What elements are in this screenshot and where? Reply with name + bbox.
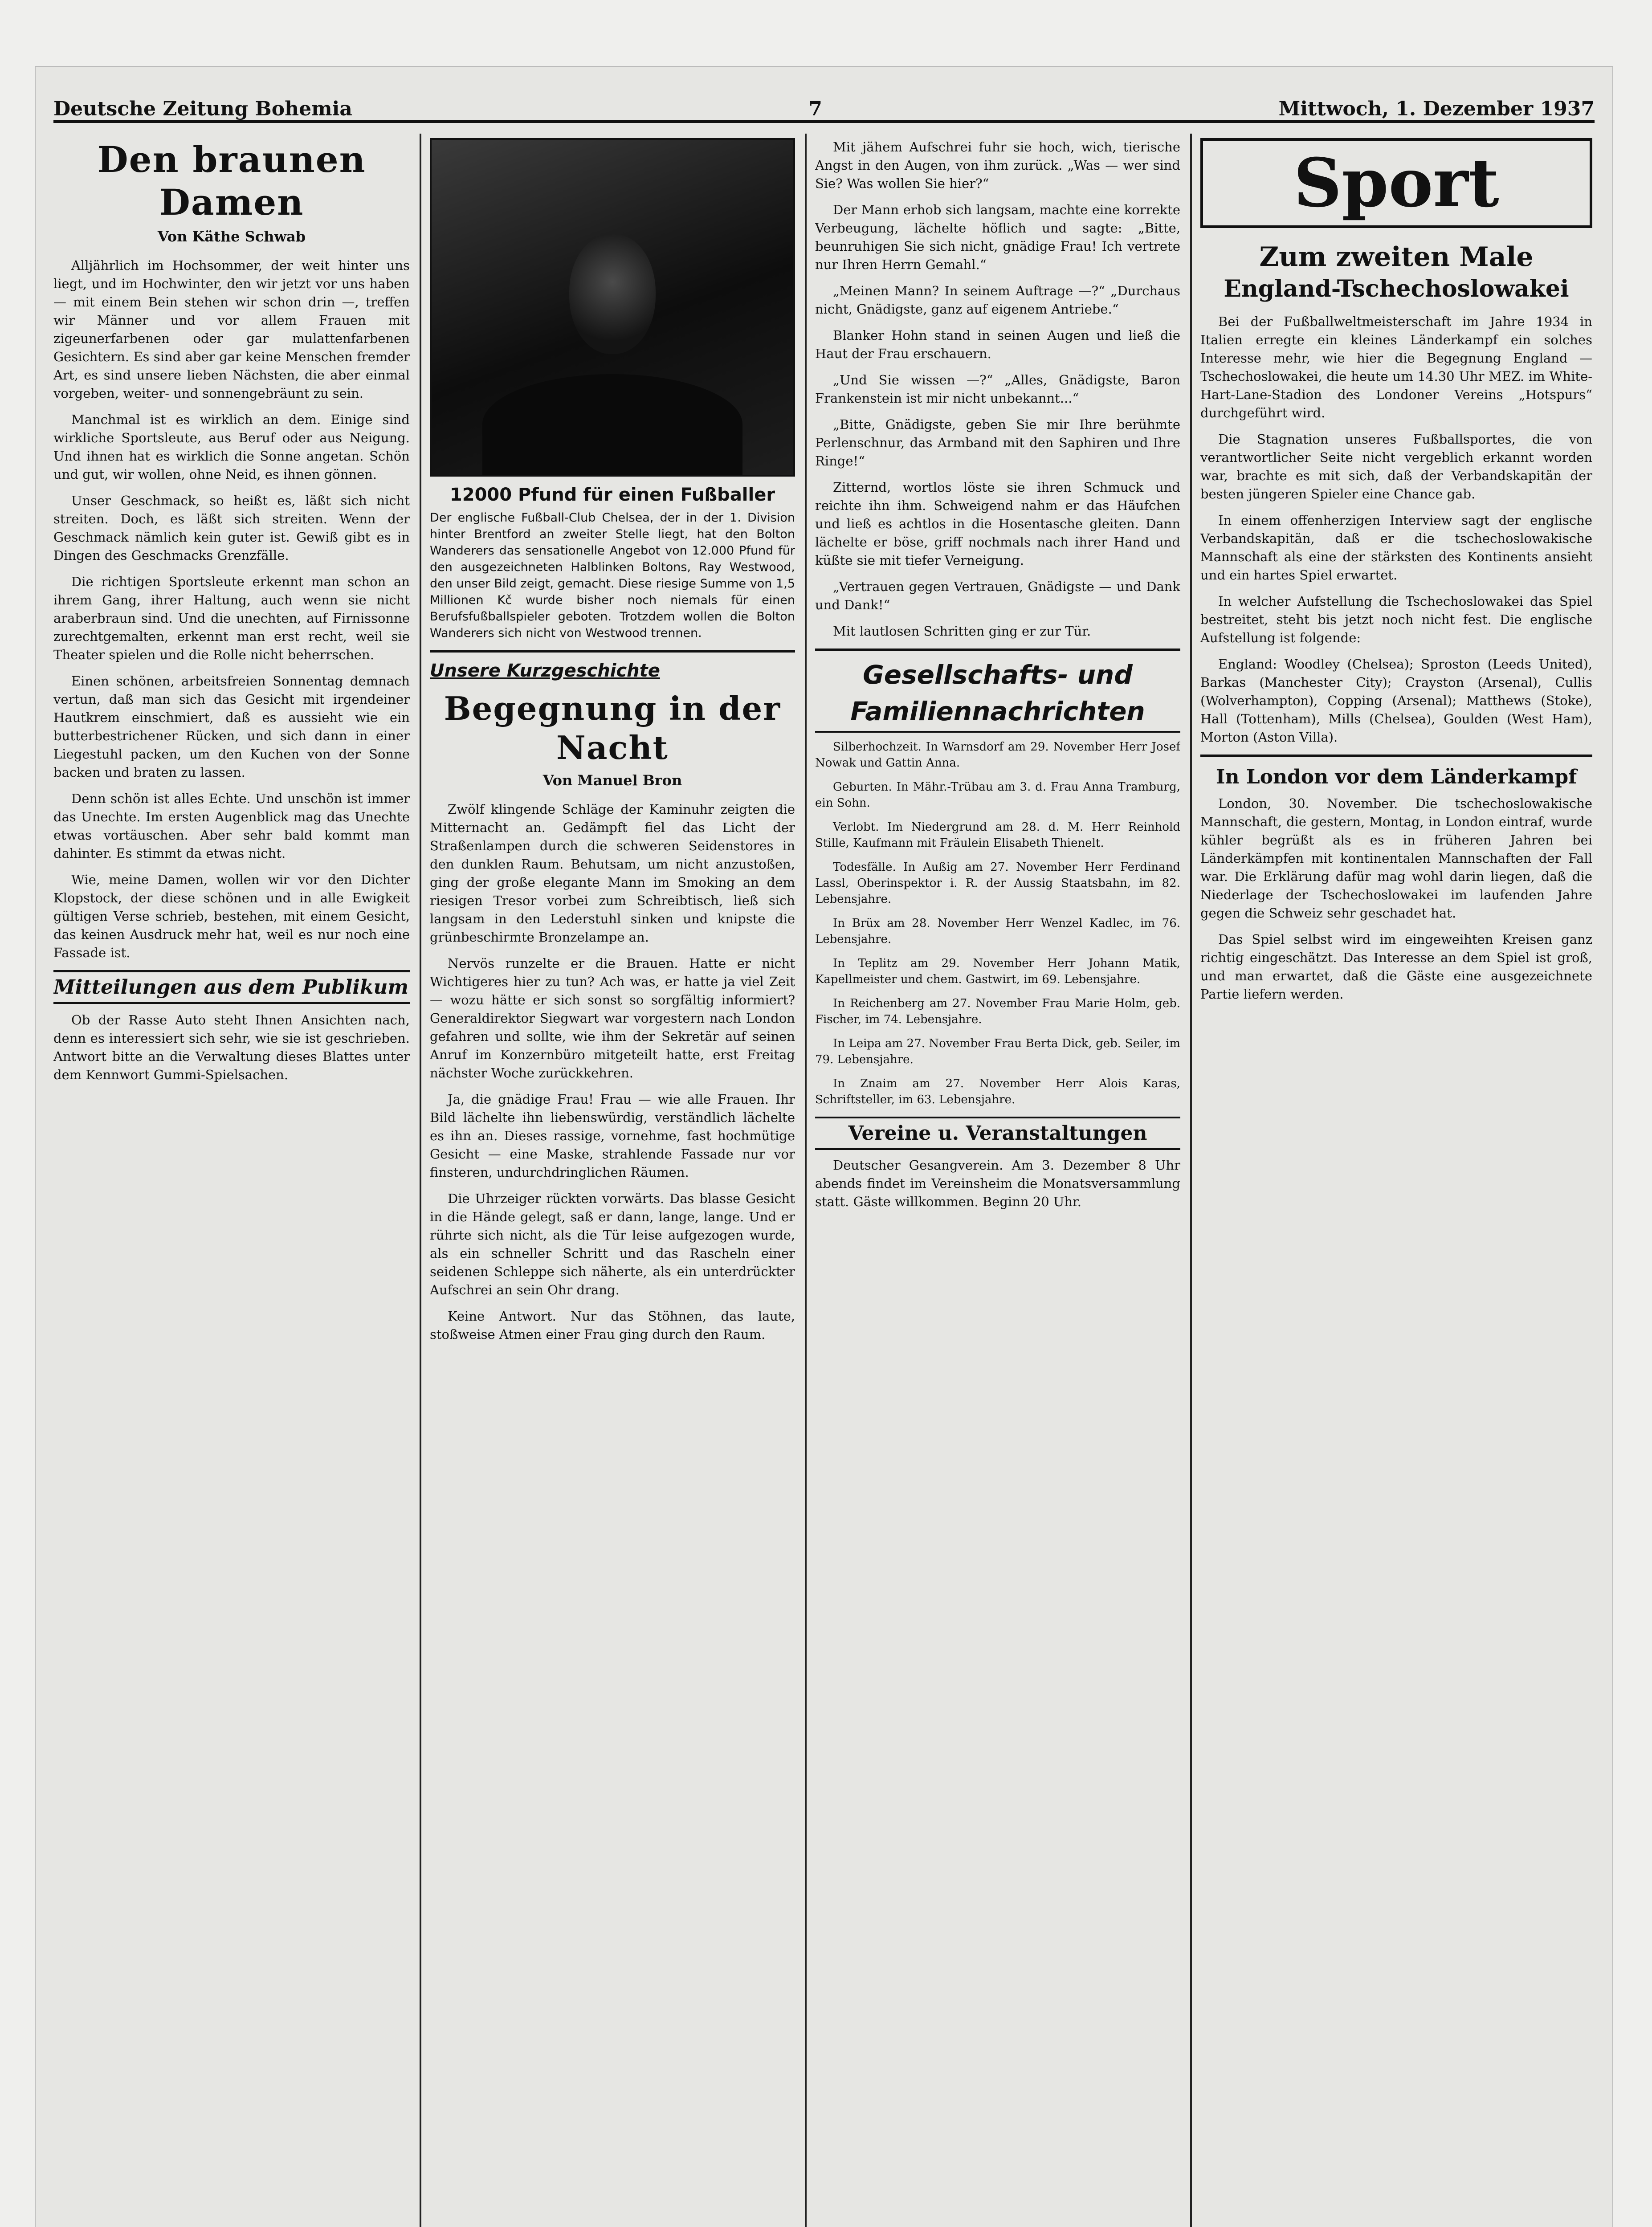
- paragraph: Zwölf klingende Schläge der Kaminuhr zeigten die Mitternacht an. Gedämpft fiel das Licht der Straßenlampen durch die schweren Seidenstores in den dunklen Raum. Behutsam, um nicht anzustoßen, ging der große elegante Mann im Smoking an dem riesigen Tresor vorbei zum Schreibtisch, ließ sich langsam in den Lederstuhl sinken und knipste die grünbeschirmte Bronzelampe an.: [430, 802, 795, 945]
- family-news-list: [815, 739, 1180, 1108]
- newspaper-page: [36, 67, 1612, 2227]
- paragraph: In welcher Aufstellung die Tschechoslowakei das Spiel bestreitet, steht bis jetzt noch nicht fest. Die englische Aufstellung ist folgende:: [1200, 594, 1592, 645]
- story-kicker: Unsere Kurzgeschichte: [430, 661, 660, 681]
- paragraph: Der Mann erhob sich langsam, machte eine korrekte Verbeugung, lächelte höflich und sagte: „Bitte, beunruhigen Sie sich nicht, gnädige Frau! Ich vertrete nur Ihren Herrn Gemahl.“: [815, 202, 1180, 272]
- paragraph: Ja, die gnädige Frau! Frau — wie alle Frauen. Ihr Bild lächelte ihn liebenswürdig, verständlich lächelte es ihn an. Dieses rassige, vornehme, fast hochmütige Gesicht — eine Maske, strahlende Fassade nur vor finsteren, undurchdringlichen Räumen.: [430, 1092, 795, 1180]
- paragraph: Wie, meine Damen, wollen wir vor den Dichter Klopstock, der diese schönen und in alle Ewigkeit gültigen Verse schrieb, bestehen, mit einem Gesicht, das keinen Ausdruck mehr hat, weil es nur noch eine Fassade ist.: [53, 872, 410, 960]
- letters-text: Ob der Rasse Auto steht Ihnen Ansichten nach, denn es interessiert sich sehr, wie sie ist geschrieben. Antwort bitte an die Verwaltung dieses Blattes unter dem Kennwort Gummi-Spielsachen.: [53, 1012, 410, 1082]
- story-title: Begegnung in der Nacht: [444, 689, 781, 767]
- family-entry: In Brüx am 28. November Herr Wenzel Kadlec, im 76. Lebensjahre.: [815, 917, 1180, 946]
- events-title: Vereine u. Veranstaltungen: [815, 1117, 1180, 1150]
- section-rule: [430, 650, 795, 653]
- family-entry: Todesfälle. In Außig am 27. November Herr Ferdinand Lassl, Oberinspektor i. R. der Aussig Staatsbahn, im 82. Lebensjahre.: [815, 861, 1180, 906]
- paragraph: „Und Sie wissen —?“ „Alles, Gnädigste, Baron Frankenstein ist mir nicht unbekannt...“: [815, 372, 1180, 406]
- letters-heading: Mitteilungen aus dem Publikum: [53, 970, 410, 1004]
- photo-face: [569, 234, 656, 355]
- family-news-title-1: Gesellschafts- und: [863, 660, 1133, 690]
- player-photo: [430, 138, 795, 477]
- paragraph: Manchmal ist es wirklich an dem. Einige sind wirkliche Sportsleute, aus Beruf oder aus Neigung. Und ihnen hat es wirklich die Sonne angetan. Schön und gut, wir wollen, ohne Neid, es ihnen gönnen.: [53, 412, 410, 482]
- sport-title-line-2: England-Tschechoslowakei: [1224, 275, 1569, 302]
- paragraph: In einem offenherzigen Interview sagt der englische Verbandskapitän, daß er die tschechoslowakische Mannschaft als eine der stärksten des Kontinents ansieht und ein hartes Spiel erwartet.: [1200, 513, 1592, 583]
- paragraph: „Vertrauen gegen Vertrauen, Gnädigste — und Dank und Dank!“: [815, 579, 1180, 612]
- article-byline: Von Käthe Schwab: [157, 228, 306, 245]
- paragraph: Keine Antwort. Nur das Stöhnen, das laute, stoßweise Atmen einer Frau ging durch den Raum.: [430, 1309, 795, 1342]
- paragraph: England: Woodley (Chelsea); Sproston (Leeds United), Barkas (Manchester City); Crayston (Arsenal), Cullis (Wolverhampton), Copping (Arsenal); Matthews (Stoke), Hall (Tottenham), Mills (Chelsea), Goulden (West Ham), Morton (Aston Villa).: [1200, 657, 1592, 745]
- family-entry: In Leipa am 27. November Frau Berta Dick, geb. Seiler, im 79. Lebensjahre.: [815, 1037, 1180, 1066]
- section-rule: [815, 649, 1180, 651]
- family-entry: In Reichenberg am 27. November Frau Marie Holm, geb. Fischer, im 74. Lebensjahre.: [815, 997, 1180, 1026]
- family-entry: Verlobt. Im Niedergrund am 28. d. M. Herr Reinhold Stille, Kaufmann mit Fräulein Elisabeth Thienelt.: [815, 820, 1180, 850]
- column-3: [815, 138, 1180, 2227]
- paragraph: Alljährlich im Hochsommer, der weit hinter uns liegt, und im Hochwinter, den wir jetzt vor uns haben — mit einem Bein stehen wir schon drin —, treffen wir Männer und vor allem Frauen mit zigeunerfarbenen oder gar mulattenfarbenen Gesichtern. Es sind aber gar keine Menschen fremder Art, es sind unsere lieben Nächsten, die aber einmal vorgeben, weiter- und sonnengebräunt zu sein.: [53, 258, 410, 401]
- section-rule: [1200, 755, 1592, 757]
- paragraph: London, 30. November. Die tschechoslowakische Mannschaft, die gestern, Montag, in London eintraf, wurde kühler begrüßt als es in früheren Jahren bei Länderkämpfen mit kontinentalen Mannschaften der Fall war. Die Erklärung dafür mag wohl darin liegen, daß die Niederlage der Tschechoslowakei im laufenden Jahre gegen die Schweiz sehr geschadet hat.: [1200, 796, 1592, 921]
- article-title: Den braunen Damen: [97, 139, 366, 223]
- paragraph: Unser Geschmack, so heißt es, läßt sich nicht streiten. Doch, es läßt sich streiten. Wenn der Geschmack nämlich kein guter ist. Gewiß gibt es in Dingen des Geschmacks Grenzfälle.: [53, 493, 410, 563]
- family-entry: Geburten. In Mähr.-Trübau am 3. d. Frau Anna Tramburg, ein Sohn.: [815, 780, 1180, 810]
- paragraph: Zitternd, wortlos löste sie ihren Schmuck und reichte ihn ihm. Schweigend nahm er das Häufchen und ließ es achtlos in die Hosentasche gleiten. Dann lächelte er böse, griff nochmals nach ihrer Hand und küßte sie mit tiefer Verneigung.: [815, 480, 1180, 568]
- family-entry: Silberhochzeit. In Warnsdorf am 29. November Herr Josef Nowak und Gattin Anna.: [815, 740, 1180, 770]
- photo-shoulders: [482, 374, 743, 475]
- column-2: [430, 138, 795, 2227]
- sport-section-head: Sport: [1200, 138, 1592, 228]
- paragraph: Mit jähem Aufschrei fuhr sie hoch, wich, tierische Angst in den Augen, von ihm zurück. „Was — wer sind Sie? Was wollen Sie hier?“: [815, 139, 1180, 191]
- family-entry: In Teplitz am 29. November Herr Johann Matik, Kapellmeister und chem. Gastwirt, im 69. Lebensjahre.: [815, 957, 1180, 986]
- paragraph: Mit lautlosen Schritten ging er zur Tür.: [833, 624, 1091, 639]
- photo-caption-title: 12000 Pfund für einen Fußballer: [449, 485, 775, 505]
- paragraph: Denn schön ist alles Echte. Und unschön ist immer das Unechte. Im ersten Augenblick mag das Unechte etwas vortäuschen. Aber sehr bald kommt man dahinter. Es stimmt da etwas nicht.: [53, 791, 410, 861]
- paragraph: Die Stagnation unseres Fußballsportes, die von verantwortlicher Seite nicht vergeblich erkannt worden war, brachte es mit sich, daß der Verbandskapitän der besten jüngeren Spieler eine Chance gab.: [1200, 432, 1592, 502]
- column-divider: [805, 134, 807, 2227]
- paragraph: Blanker Hohn stand in seinen Augen und ließ die Haut der Frau erschauern.: [815, 328, 1180, 361]
- paragraph: Einen schönen, arbeitsfreien Sonnentag demnach vertun, daß man sich das Gesicht mit irgendeiner Hautkrem einschmiert, daß es aussieht wie ein butterbestrichener Rücken, und sich dann in einer Liegestuhl packen, um den Kuchen von der Sonne backen und braten zu lassen.: [53, 673, 410, 780]
- sport-title-line-1: Zum zweiten Male: [1259, 241, 1534, 273]
- story-byline: Von Manuel Bron: [543, 772, 682, 789]
- page-masthead: [53, 80, 1595, 123]
- events-text: Deutscher Gesangverein. Am 3. Dezember 8 Uhr abends findet im Vereinsheim die Monatsversammlung statt. Gäste willkommen. Beginn 20 Uhr.: [815, 1158, 1180, 1209]
- paragraph: Bei der Fußballweltmeisterschaft im Jahre 1934 in Italien erregte ein kleines Länderkampf ein solches Interesse mehr, wie hier die Begegnung England — Tschechoslowakei, die heute um 14.30 Uhr MEZ. im White-Hart-Lane-Stadion des Londoner Vereins „Hotspurs“ durchgeführt wird.: [1200, 314, 1592, 420]
- paragraph: Das Spiel selbst wird im eingeweihten Kreisen ganz richtig eingeschätzt. Das Interesse an dem Spiel ist groß, und man erwartet, daß die Gäste eine ausgezeichnete Partie liefern werden.: [1200, 932, 1592, 1002]
- family-news-title-2: Familiennachrichten: [815, 696, 1180, 733]
- paragraph: Die Uhrzeiger rückten vorwärts. Das blasse Gesicht in die Hände gelegt, saß er dann, lange, lange. Und er rührte sich nicht, als die Tür leise aufgezogen wurde, als ein schneller Schritt und das Rascheln einer seidenen Schleppe sich näherte, als ein unterdrückter Aufschrei an sein Ohr drang.: [430, 1191, 795, 1297]
- column-1: [53, 138, 410, 2227]
- family-entry: In Znaim am 27. November Herr Alois Karas, Schriftsteller, im 63. Lebensjahre.: [815, 1077, 1180, 1106]
- paragraph: „Bitte, Gnädigste, geben Sie mir Ihre berühmte Perlenschnur, das Armband mit den Saphiren und Ihre Ringe!“: [815, 417, 1180, 469]
- page-number: 7: [808, 98, 823, 120]
- sport-subtitle: In London vor dem Länderkampf: [1216, 766, 1577, 788]
- paragraph: Nervös runzelte er die Brauen. Hatte er nicht Wichtigeres hier zu tun? Ach was, er hatte ja viel Zeit — wozu hätte er sich sonst so sorgfältig informiert? Generaldirektor Siegwart war vorgestern nach London gefahren und sollte, wie ihm der Sekretär auf seinen Anruf im Konzernbüro mitgeteilt hatte, erst Freitag nächster Woche zurückkehren.: [430, 956, 795, 1081]
- column-divider: [420, 134, 421, 2227]
- masthead-date: Mittwoch, 1. Dezember 1937: [1278, 98, 1595, 120]
- paragraph: „Meinen Mann? In seinem Auftrage —?“ „Durchaus nicht, Gnädigste, ganz auf eigenem Antriebe.“: [815, 283, 1180, 317]
- paragraph: Die richtigen Sportsleute erkennt man schon an ihrem Gang, ihrer Haltung, auch wenn sie nicht araberbraun sind. Und die unechten, auf Firnissonne zurechtgemalten, erkennt man erst recht, weil sie Theater spielen und die Rolle nicht beherrschen.: [53, 574, 410, 662]
- column-4: [1200, 138, 1592, 2227]
- column-divider: [1190, 134, 1192, 2227]
- masthead-left: Deutsche Zeitung Bohemia: [53, 98, 352, 120]
- photo-caption: Der englische Fußball-Club Chelsea, der in der 1. Division hinter Brentford an zweiter Stelle liegt, hat den Bolton Wanderers das sensationelle Angebot von 12.000 Pfund für den ausgezeichneten Halblinken Boltons, Ray Westwood, den unser Bild zeigt, gemacht. Diese riesige Summe von 1,5 Millionen Kč wurde bisher noch niemals für einen Berufsfußballspieler geboten. Trotzdem wollen die Bolton Wanderers sich nicht von Westwood trennen.: [430, 511, 795, 640]
